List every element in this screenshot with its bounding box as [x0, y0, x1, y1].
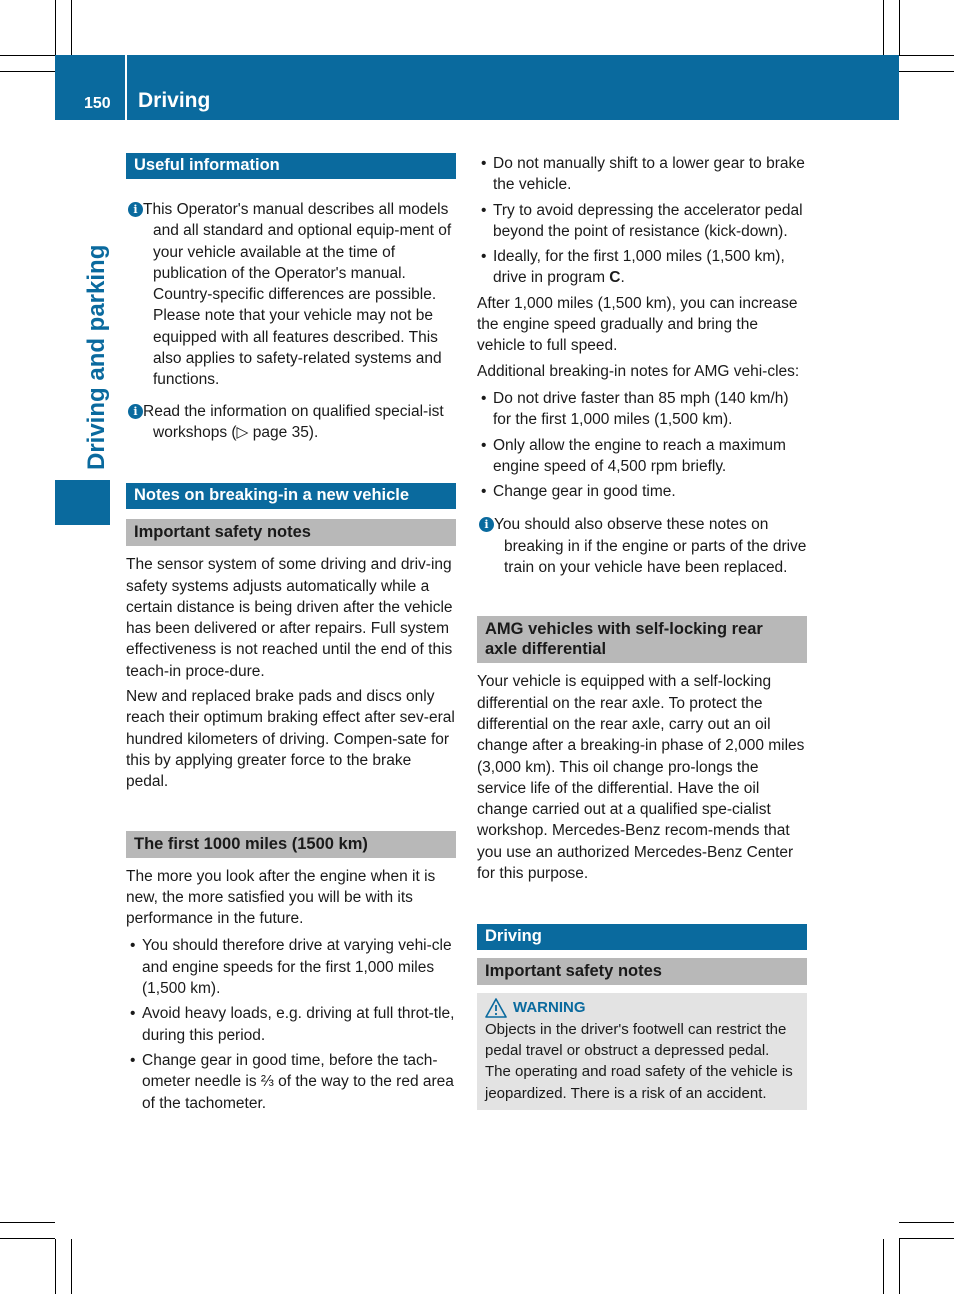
list-item: • Change gear in good time. [477, 481, 807, 502]
page-number: 150 [84, 95, 111, 112]
info-note [126, 401, 456, 444]
warning-text: Objects in the driver's footwell can restrict the pedal travel or obstruct a depressed pedal. The operating and road safety of the vehicle is jeopardized. There is a risk of an accident. [485, 1020, 793, 1102]
list-item: • Only allow the engine to reach a maximum engine speed of 4,500 rpm briefly. [477, 435, 807, 478]
list-item-end: . [620, 269, 625, 287]
crop-mark [0, 55, 55, 56]
list-item [477, 246, 807, 289]
body-paragraph: The more you look after the engine when it is new, the more satisfied you will be with its performance in the future. [126, 867, 436, 928]
crop-mark [883, 0, 884, 55]
warning-title [485, 997, 799, 1018]
list-item: • Do not manually shift to a lower gear to brake the vehicle. [477, 153, 807, 196]
section-heading-driving: Driving [477, 924, 807, 950]
body-paragraph: After 1,000 miles (1,500 km), you can increase the engine speed gradually and bring the vehicle to full speed. [477, 294, 798, 355]
body-paragraph: Additional breaking-in notes for AMG vehi-cles: [477, 362, 800, 380]
body-paragraph: The sensor system of some driving and driv-ing safety systems adjusts automatically while a certain distance is being driven after the vehicle has been delivered or after repairs. Full system effectiveness is not reached until the end of this teach-in proce-dure. [126, 556, 453, 680]
info-note [477, 514, 807, 578]
info-text: You should also observe these notes on breaking in if the engine or parts of the drive train on your vehicle have been replaced. [494, 516, 807, 577]
info-text: Read the information on qualified special-ist workshops (▷ page 35). [143, 402, 444, 441]
list-item: • Avoid heavy loads, e.g. driving at full throt-tle, during this period. [126, 1003, 456, 1046]
crop-mark [71, 0, 72, 55]
body-paragraph: Your vehicle is equipped with a self-locking differential on the rear axle. To protect the differential on the rear axle, carry out an oil change after a breaking-in phase of 2,000 miles (3,000 km). This oil change pro-longs the service life of the differential. Have the oil change carried out at a qualified spe-cialist workshop. Mercedes-Benz recom-mends that you use an authorized Mercedes-Benz Center for this purpose. [477, 673, 805, 883]
info-note [126, 199, 456, 391]
list-item: • You should therefore drive at varying vehi-cle and engine speeds for the first 1,000 miles (1,500 km). [126, 935, 456, 999]
info-icon: i [128, 202, 143, 217]
warning-triangle-icon [485, 998, 507, 1018]
list-item: • Do not drive faster than 85 mph (140 km/h) for the first 1,000 miles (1,500 km). [477, 388, 807, 431]
header-divider [125, 55, 127, 120]
side-tab-marker [55, 480, 110, 525]
chapter-title: Driving [138, 89, 211, 112]
crop-mark [899, 1222, 954, 1223]
crop-mark [899, 55, 954, 56]
crop-mark [899, 1238, 954, 1239]
body-paragraph: New and replaced brake pads and discs only reach their optimum braking effect after sev-eral hundred kilometers of driving. Compen-sate for this by applying greater force to the brake pedal. [126, 688, 455, 791]
warning-label: WARNING [513, 999, 586, 1017]
list-item: • Change gear in good time, before the tach-ometer needle is ⅔ of the way to the red area of the tachometer. [126, 1050, 456, 1114]
crop-mark [899, 71, 954, 72]
info-text: This Operator's manual describes all models and all standard and optional equip-ment of your vehicle available at the time of publication of the Operator's manual. Country-specific differences are possible. Please note that your vehicle may not be equipped with all features described. This also applies to safety-related systems and functions. [143, 201, 452, 389]
crop-mark [0, 1238, 55, 1239]
right-column [477, 153, 807, 1110]
warning-box [477, 993, 807, 1109]
subheading-important-safety-notes: Important safety notes [477, 958, 807, 985]
crop-mark [55, 0, 56, 55]
left-column [126, 153, 456, 1118]
side-tab-label: Driving and parking [83, 244, 110, 470]
info-icon: i [479, 517, 494, 532]
info-icon: i [128, 404, 143, 419]
program-letter: C [609, 269, 621, 287]
subheading-first-1000-miles: The first 1000 miles (1500 km) [126, 831, 456, 858]
subheading-amg-differential: AMG vehicles with self-locking rear axle differential [477, 616, 807, 663]
bullet-list [126, 935, 456, 1113]
bullet-list [477, 388, 807, 502]
bullet-list [477, 153, 807, 289]
crop-mark [899, 0, 900, 55]
subheading-important-safety-notes: Important safety notes [126, 519, 456, 546]
crop-mark [0, 1222, 55, 1223]
section-heading-useful-information: Useful information [126, 153, 456, 179]
crop-mark [71, 1239, 72, 1294]
crop-mark [883, 1239, 884, 1294]
crop-mark [0, 71, 55, 72]
crop-mark [899, 1239, 900, 1294]
list-item-text: Ideally, for the first 1,000 miles (1,500 km), drive in program [493, 248, 785, 287]
section-heading-breaking-in: Notes on breaking-in a new vehicle [126, 483, 456, 509]
crop-mark [55, 1239, 56, 1294]
list-item: • Try to avoid depressing the accelerator pedal beyond the point of resistance (kick-down). [477, 200, 807, 243]
